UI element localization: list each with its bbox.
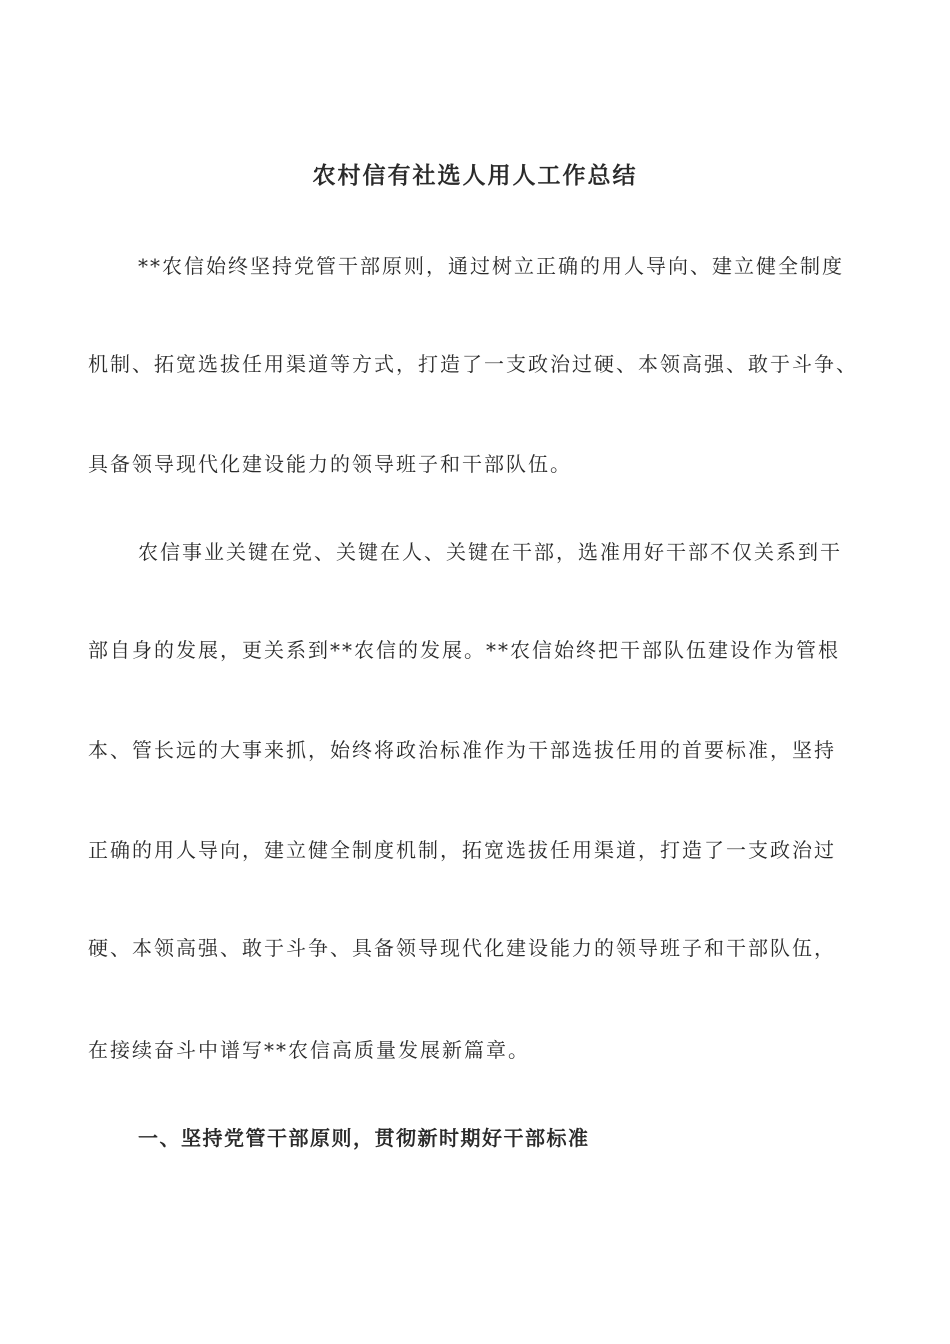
paragraph-2-line-3: 本、管长远的大事来抓，始终将政治标准作为干部选拔任用的首要标准，坚持 — [88, 738, 836, 762]
document-title: 农村信有社选人用人工作总结 — [312, 162, 638, 189]
paragraph-1-line-3: 具备领导现代化建设能力的领导班子和干部队伍。 — [88, 452, 572, 476]
paragraph-2-line-5: 硬、本领高强、敢于斗争、具备领导现代化建设能力的领导班子和干部队伍， — [88, 936, 836, 960]
section-1-heading: 一、坚持党管干部原则，贯彻新时期好干部标准 — [138, 1126, 590, 1150]
paragraph-2-line-2: 部自身的发展，更关系到**农信的发展。**农信始终把干部队伍建设作为管根 — [88, 638, 840, 662]
paragraph-1-line-1: **农信始终坚持党管干部原则，通过树立正确的用人导向、建立健全制度 — [138, 254, 844, 278]
paragraph-2-line-4: 正确的用人导向，建立健全制度机制，拓宽选拔任用渠道，打造了一支政治过 — [88, 838, 836, 862]
paragraph-2-line-1: 农信事业关键在党、关键在人、关键在干部，选准用好干部不仅关系到干 — [138, 540, 842, 564]
paragraph-1-line-2: 机制、拓宽选拔任用渠道等方式，打造了一支政治过硬、本领高强、敢于斗争、 — [88, 352, 858, 376]
paragraph-2-line-6: 在接续奋斗中谱写**农信高质量发展新篇章。 — [88, 1038, 530, 1062]
